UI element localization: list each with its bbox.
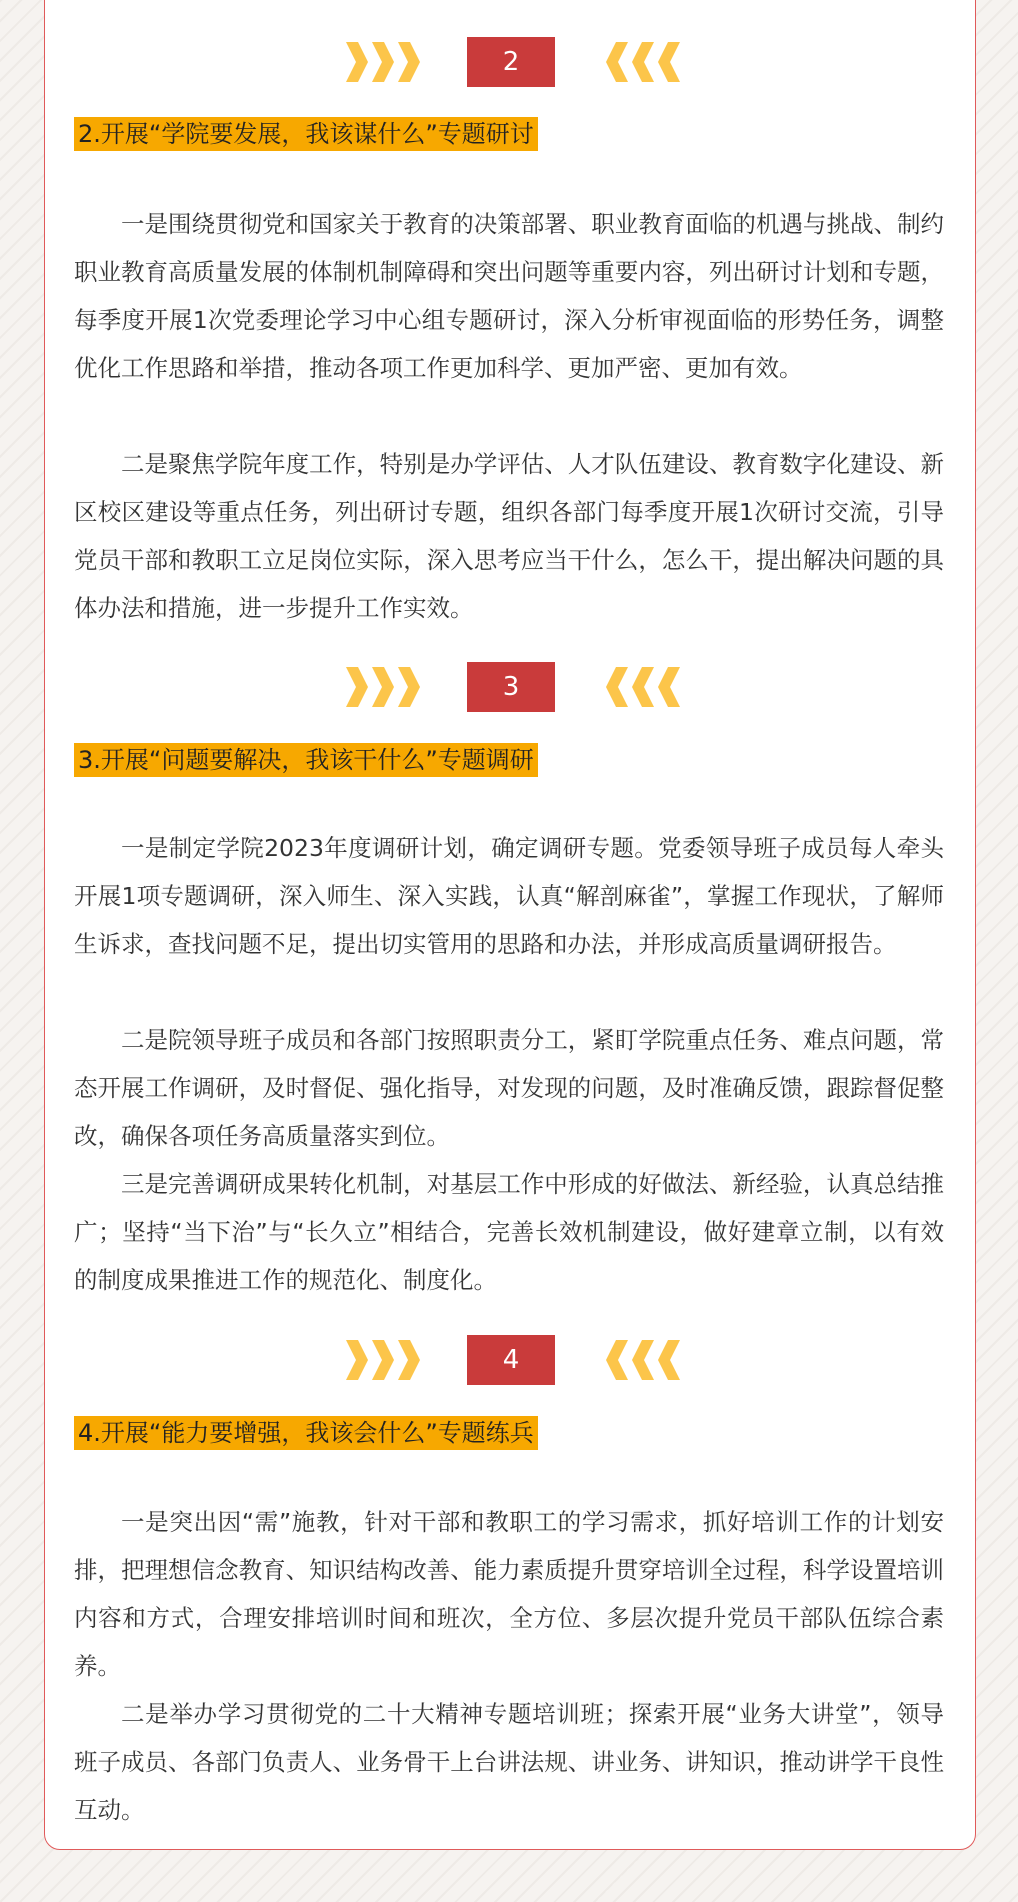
chevron-left-icon [604,1338,682,1382]
section-3-paragraph-3: 三是完善调研成果转化机制，对基层工作中形成的好做法、新经验，认真总结推广；坚持“当下治”与“长久立”相结合，完善长效机制建设，做好建章立制，以有效的制度成果推进工作的规范化、制度化。 [74,1170,944,1294]
chevron-left-icon [604,665,682,709]
section-2-title: 2.开展“学院要发展，我该谋什么”专题研讨 [74,117,538,151]
section-4-header [0,1335,1018,1385]
section-3-paragraph-1: 一是制定学院2023年度调研计划，确定调研专题。党委领导班子成员每人牵头开展1项专题调研，深入师生、深入实践，认真“解剖麻雀”，掌握工作现状，了解师生诉求，查找问题不足，提出切实管用的思路和办法，并形成高质量调研报告。 [74,834,944,958]
section-3-paragraph-2: 二是院领导班子成员和各部门按照职责分工，紧盯学院重点任务、难点问题，常态开展工作调研，及时督促、强化指导，对发现的问题，及时准确反馈，跟踪督促整改，确保各项任务高质量落实到位。 [74,1026,944,1150]
section-2-paragraph-1: 一是围绕贯彻党和国家关于教育的决策部署、职业教育面临的机遇与挑战、制约职业教育高质量发展的体制机制障碍和突出问题等重要内容，列出研讨计划和专题，每季度开展1次党委理论学习中心组专题研讨，深入分析审视面临的形势任务，调整优化工作思路和举措，推动各项工作更加科学、更加严密、更加有效。 [74,210,944,382]
section-4-title: 4.开展“能力要增强，我该会什么”专题练兵 [74,1416,538,1450]
section-2-header [0,37,1018,87]
section-4-paragraph-2: 二是举办学习贯彻党的二十大精神专题培训班；探索开展“业务大讲堂”，领导班子成员、各部门负责人、业务骨干上台讲法规、讲业务、讲知识，推动讲学干良性互动。 [74,1700,944,1824]
section-number-badge: 3 [467,662,555,712]
chevron-right-icon [344,40,422,84]
chevron-left-icon [604,40,682,84]
section-3-title: 3.开展“问题要解决，我该干什么”专题调研 [74,743,538,777]
chevron-right-icon [344,665,422,709]
section-number-badge: 4 [467,1335,555,1385]
section-number-badge: 2 [467,37,555,87]
chevron-right-icon [344,1338,422,1382]
section-2-paragraph-2: 二是聚焦学院年度工作，特别是办学评估、人才队伍建设、教育数字化建设、新区校区建设等重点任务，列出研讨专题，组织各部门每季度开展1次研讨交流，引导党员干部和教职工立足岗位实际，深入思考应当干什么，怎么干，提出解决问题的具体办法和措施，进一步提升工作实效。 [74,450,944,622]
section-4-paragraph-1: 一是突出因“需”施教，针对干部和教职工的学习需求，抓好培训工作的计划安排，把理想信念教育、知识结构改善、能力素质提升贯穿培训全过程，科学设置培训内容和方式，合理安排培训时间和班次，全方位、多层次提升党员干部队伍综合素养。 [74,1508,944,1680]
section-3-header [0,662,1018,712]
